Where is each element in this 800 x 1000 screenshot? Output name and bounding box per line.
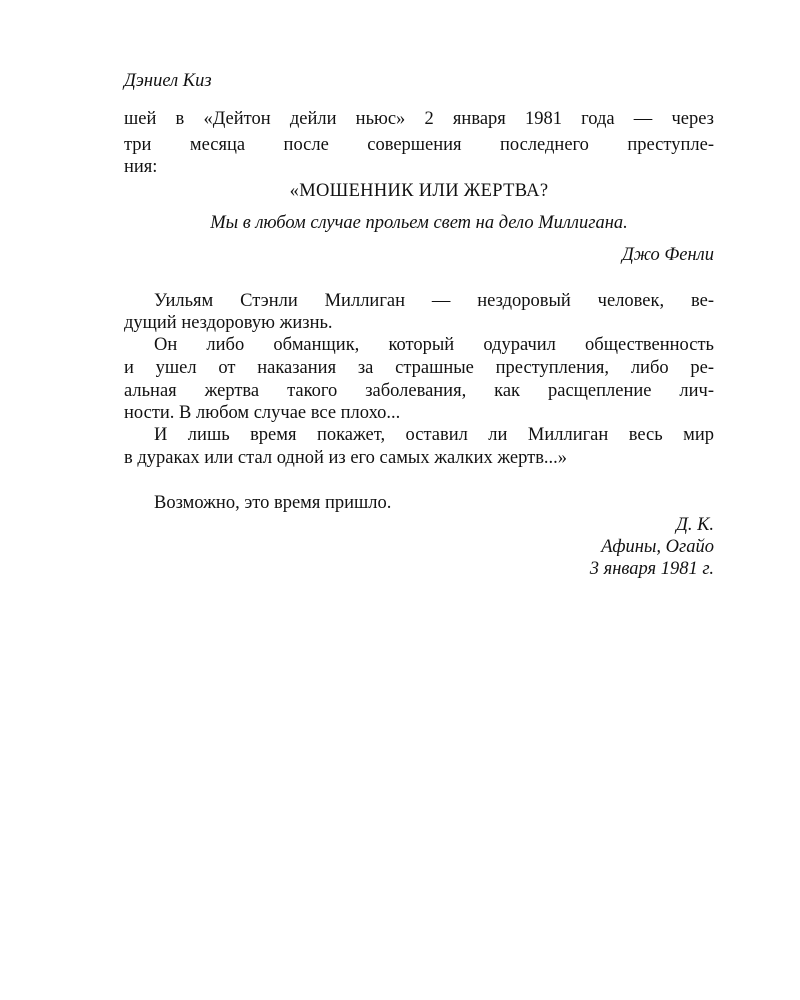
paragraph2-line-3: альная жертва такого заболевания, как расщепление лич- xyxy=(124,381,714,401)
paragraph3-line-2: в дураках или стал одной из его самых жалких жертв...» xyxy=(124,448,568,468)
paragraph2-line-2: и ушел от наказания за страшные преступления, либо ре- xyxy=(124,358,714,378)
article-byline: Джо Фенли xyxy=(622,245,714,265)
paragraph2-line-1: Он либо обманщик, который одурачил общественность xyxy=(154,335,714,355)
paragraph1-line-2: дущий нездоровую жизнь. xyxy=(124,313,333,333)
closing-place: Афины, Огайо xyxy=(601,537,714,557)
running-head: Дэниел Киз xyxy=(124,71,212,91)
paragraph2-line-4: ности. В любом случае все плохо... xyxy=(124,403,401,423)
paragraph3-line-1: И лишь время покажет, оставил ли Миллиган весь мир xyxy=(154,425,714,445)
closing-sentence: Возможно, это время пришло. xyxy=(154,493,392,513)
intro-line-1: шей в «Дейтон дейли ньюс» 2 января 1981 года — через xyxy=(124,109,714,129)
paragraph1-line-1: Уильям Стэнли Миллиган — нездоровый человек, ве- xyxy=(154,291,714,311)
intro-line-2: три месяца после совершения последнего преступле- xyxy=(124,135,714,155)
intro-line-3: ния: xyxy=(124,157,158,177)
closing-date: 3 января 1981 г. xyxy=(589,559,714,579)
article-headline: «МОШЕННИК ИЛИ ЖЕРТВА? xyxy=(289,181,549,201)
closing-signature: Д. К. xyxy=(676,515,714,535)
article-subheadline: Мы в любом случае прольем свет на дело Миллигана. xyxy=(210,213,628,233)
